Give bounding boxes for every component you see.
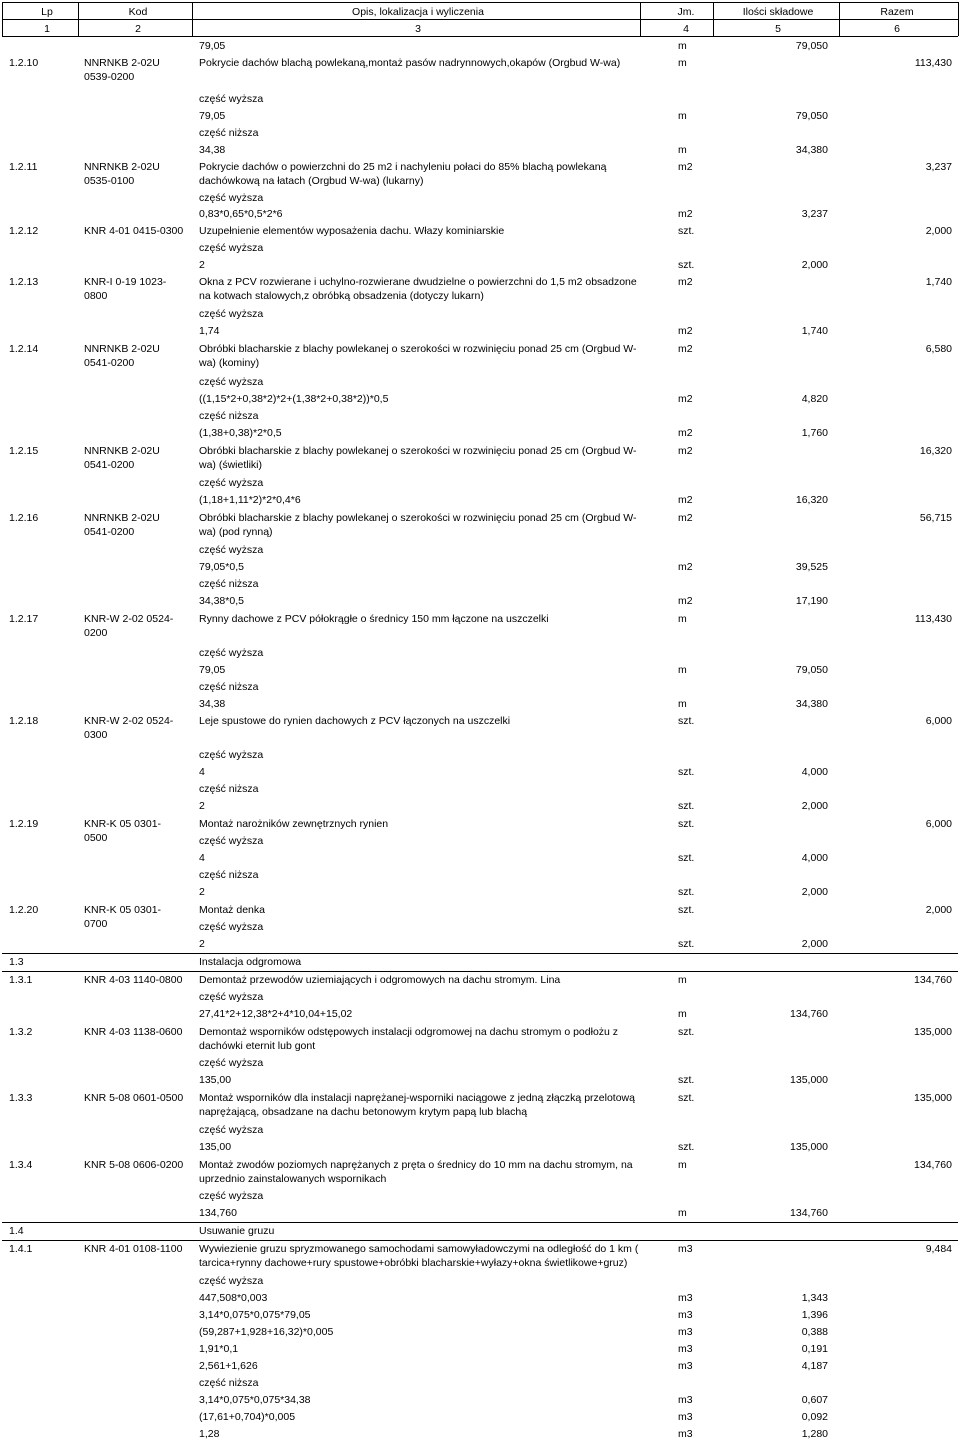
row-calculation: 3,14*0,075*0,075*79,05 [199,1309,311,1321]
row-unit: szt. [678,225,695,237]
col-number-1: 1 [44,23,50,35]
row-calculation: 79,05*0,5 [199,561,244,573]
row-kod: NNRNKB 2-02U 0539-0200 [84,57,160,83]
item-row [2,158,958,189]
item-row [2,1240,958,1272]
row-calculation: 27,41*2+12,38*2+4*10,04+15,02 [199,1008,353,1020]
row-kod: NNRNKB 2-02U 0541-0200 [84,512,160,538]
calc-row [2,1054,958,1071]
col-number-5: 5 [775,23,781,35]
row-calculation: część niższa [199,578,259,590]
row-total: 3,237 [925,161,952,173]
calc-row [2,918,958,935]
row-calculation: 2 [199,800,205,812]
row-lp: 1.4 [9,1225,24,1237]
item-row [2,971,958,988]
row-total: 113,430 [914,613,952,625]
calc-row [2,1272,958,1289]
calc-row [2,1340,958,1357]
row-description: Montaż wsporników dla instalacji naprężanej-wsporniki naciągowe z jedną złączką przelotową naprężającą, obsadzane na dachu betonowym krytym papą lub blachą [199,1092,635,1118]
row-description: Instalacja odgromowa [199,956,302,968]
row-lp: 1.2.12 [9,225,39,237]
row-calculation: część wyższa [199,991,264,1003]
calc-row [2,763,958,780]
calc-row [2,491,958,509]
row-description: Obróbki blacharskie z blachy powlekanej o szerokości w rozwinięciu ponad 25 cm (Orgbud W-wa) (świetliki) [199,445,637,471]
header-opis: Opis, lokalizacja i wyliczenia [352,6,484,18]
row-lp: 1.2.13 [9,276,39,288]
row-component-quantity: 1,760 [801,427,828,439]
row-component-quantity: 1,280 [801,1428,828,1440]
item-row [2,442,958,474]
row-total: 135,000 [914,1026,952,1038]
row-component-quantity: 34,380 [795,698,828,710]
calc-row [2,90,958,107]
calc-row [2,1289,958,1306]
row-description: Uzupełnienie elementów wyposażenia dachu. Włazy kominiarskie [199,225,505,237]
row-unit: m2 [678,427,693,439]
calc-row [2,797,958,815]
row-calculation: część wyższa [199,1190,264,1202]
row-calculation: część wyższa [199,835,264,847]
calc-row [2,780,958,797]
row-unit: m2 [678,595,693,607]
row-calculation: 79,05 [199,110,226,122]
calc-row [2,124,958,141]
row-lp: 1.3.1 [9,974,33,986]
row-lp: 1.4.1 [9,1243,33,1255]
row-unit: szt. [678,715,695,727]
item-row [2,54,958,90]
row-unit: m3 [678,1326,693,1338]
row-calculation: część wyższa [199,192,264,204]
row-calculation: część wyższa [199,647,264,659]
row-calculation: część wyższa [199,749,264,761]
row-total: 6,000 [925,818,952,830]
row-calculation: 2 [199,886,205,898]
row-description: Obróbki blacharskie z blachy powlekanej o szerokości w rozwinięciu ponad 25 cm (Orgbud W-wa) (kominy) [199,343,637,369]
row-lp: 1.2.19 [9,818,39,830]
calc-row [2,256,958,273]
calc-row [2,1323,958,1340]
calc-row [2,322,958,340]
calc-row [2,849,958,866]
calc-row [2,746,958,763]
row-lp: 1.2.10 [9,57,39,69]
row-total: 2,000 [925,904,952,916]
row-calculation: część wyższa [199,544,264,556]
calc-row [2,1204,958,1222]
row-unit: m [678,57,687,69]
col-number-3: 3 [415,23,421,35]
section-row [2,953,958,971]
calc-row [2,661,958,678]
row-calculation: część niższa [199,127,259,139]
row-calculation: 135,00 [199,1074,232,1086]
row-calculation: część wyższa [199,921,264,933]
row-calculation: ((1,15*2+0,38*2)*2+(1,38*2+0,38*2))*0,5 [199,393,389,405]
calc-row [2,474,958,491]
row-description: Wywiezienie gruzu spryzmowanego samochodami samowyładowczymi na odległość do 1 km ( tarcica+rynny dachowe+rury spustowe+obróbki blacharskie+wyłazy+okna świetlikowe+gruz) [199,1243,639,1269]
row-unit: m2 [678,161,693,173]
row-lp: 1.2.15 [9,445,39,457]
row-component-quantity: 79,050 [795,40,828,52]
row-calculation: 134,760 [199,1207,237,1219]
row-component-quantity: 134,760 [790,1207,828,1219]
row-unit: m [678,1008,687,1020]
row-component-quantity: 4,187 [801,1360,828,1372]
row-component-quantity: 1,343 [801,1292,828,1304]
row-unit: szt. [678,1141,695,1153]
row-component-quantity: 1,740 [801,325,828,337]
row-calculation: część niższa [199,410,259,422]
row-kod: KNR 4-03 1138-0600 [84,1026,183,1038]
row-total: 134,760 [914,1159,952,1171]
row-calculation: 79,05 [199,664,226,676]
row-kod: KNR-W 2-02 0524-0200 [84,613,174,639]
calc-row [2,935,958,953]
row-component-quantity: 135,000 [790,1141,828,1153]
calc-row [2,107,958,124]
calc-row [2,832,958,849]
item-row [2,1089,958,1121]
row-lp: 1.3 [9,956,24,968]
row-unit: m [678,698,687,710]
calc-row [2,1306,958,1323]
row-calculation: 34,38 [199,698,226,710]
row-lp: 1.3.3 [9,1092,33,1104]
row-calculation: 2 [199,938,205,950]
header-razem: Razem [880,6,914,18]
calc-row [2,424,958,442]
row-calculation: 4 [199,852,205,864]
calc-row [2,1187,958,1204]
row-unit: m2 [678,494,693,506]
row-description: Usuwanie gruzu [199,1225,275,1237]
grid-horizontal-line [2,19,958,20]
calc-row [2,695,958,712]
row-kod: KNR 4-01 0415-0300 [84,225,184,237]
item-row [2,222,958,239]
row-calculation: 3,14*0,075*0,075*34,38 [199,1394,311,1406]
row-total: 135,000 [914,1092,952,1104]
row-kod: KNR-K 05 0301-0700 [84,904,162,930]
row-calculation: 4 [199,766,205,778]
calc-row [2,1425,958,1442]
section-separator-line [2,1222,958,1223]
row-unit: m3 [678,1411,693,1423]
col-number-2: 2 [135,23,141,35]
row-unit: m [678,974,687,986]
row-unit: szt. [678,818,695,830]
row-kod: KNR 5-08 0601-0500 [84,1092,184,1104]
row-unit: szt. [678,800,695,812]
row-unit: szt. [678,259,695,271]
header-ilosci: Ilości składowe [742,6,814,18]
row-unit: m [678,110,687,122]
calc-row [2,305,958,322]
row-unit: szt. [678,1074,695,1086]
row-calculation: część wyższa [199,308,264,320]
row-calculation: część wyższa [199,1275,264,1287]
row-component-quantity: 2,000 [801,886,828,898]
row-unit: szt. [678,766,695,778]
calc-row [2,988,958,1005]
row-lp: 1.3.2 [9,1026,33,1038]
row-description: Rynny dachowe z PCV półokrągłe o średnicy 150 mm łączone na uszczelki [199,613,549,625]
row-component-quantity: 0,191 [801,1343,828,1355]
row-component-quantity: 2,000 [801,259,828,271]
row-kod: NNRNKB 2-02U 0535-0100 [84,161,160,187]
row-unit: szt. [678,904,695,916]
row-component-quantity: 0,388 [801,1326,828,1338]
row-lp: 1.2.11 [9,161,38,173]
row-unit: m3 [678,1243,693,1255]
header-lp: Lp [41,6,53,18]
row-component-quantity: 135,000 [790,1074,828,1086]
calc-row [2,390,958,407]
row-lp: 1.2.14 [9,343,39,355]
grid-horizontal-line [2,2,958,3]
row-unit: m2 [678,208,693,220]
row-description: Leje spustowe do rynien dachowych z PCV łączonych na uszczelki [199,715,511,727]
row-calculation: część wyższa [199,242,264,254]
row-kod: KNR-K 05 0301-0500 [84,818,162,844]
item-row [2,1156,958,1187]
row-component-quantity: 16,320 [795,494,828,506]
calc-row [2,1391,958,1408]
row-component-quantity: 134,760 [790,1008,828,1020]
calc-row [2,1121,958,1138]
row-unit: m [678,664,687,676]
item-row [2,712,958,746]
row-calculation: część wyższa [199,1124,264,1136]
grid-vertical-line [958,2,959,36]
section-separator-line [2,1240,958,1241]
table-header [2,2,958,19]
header-kod: Kod [128,6,148,18]
calc-row [2,541,958,558]
row-unit: m2 [678,512,693,524]
row-component-quantity: 0,607 [801,1394,828,1406]
row-description: Montaż denka [199,904,265,916]
row-calculation: część wyższa [199,93,264,105]
row-unit: m2 [678,393,693,405]
calc-row [2,37,958,54]
row-calculation: 2 [199,259,205,271]
row-lp: 1.2.20 [9,904,39,916]
calc-row [2,205,958,222]
calc-row [2,407,958,424]
row-calculation: część wyższa [199,1057,264,1069]
col-number-4: 4 [683,23,689,35]
row-unit: m3 [678,1428,693,1440]
item-row [2,340,958,373]
row-lp: 1.3.4 [9,1159,33,1171]
item-row [2,273,958,305]
row-calculation: część niższa [199,869,259,881]
calc-row [2,1138,958,1156]
row-component-quantity: 4,000 [801,766,828,778]
row-description: Demontaż przewodów uziemiających i odgromowych na dachu stromym. Lina [199,974,561,986]
row-component-quantity: 3,237 [801,208,828,220]
calc-row [2,575,958,592]
calc-row [2,1005,958,1023]
header-jm: Jm. [677,6,695,18]
column-number-row [2,19,958,36]
row-calculation: (1,38+0,38)*2*0,5 [199,427,282,439]
row-calculation: 0,83*0,65*0,5*2*6 [199,208,283,220]
row-unit: szt. [678,1092,695,1104]
row-kod: KNR-I 0-19 1023-0800 [84,276,167,302]
row-calculation: 447,508*0,003 [199,1292,268,1304]
grid-horizontal-line [2,36,958,37]
row-lp: 1.2.18 [9,715,39,727]
row-calculation: 34,38*0,5 [199,595,244,607]
item-row [2,1023,958,1054]
row-total: 6,000 [925,715,952,727]
calc-row [2,239,958,256]
row-calculation: część niższa [199,1377,259,1389]
calc-row [2,1357,958,1374]
item-row [2,610,958,644]
row-unit: m [678,1207,687,1219]
section-separator-line [2,953,958,954]
row-calculation: 1,28 [199,1428,220,1440]
calc-row [2,189,958,205]
row-component-quantity: 0,092 [801,1411,828,1423]
row-total: 134,760 [914,974,952,986]
row-total: 56,715 [919,512,952,524]
row-unit: m3 [678,1360,693,1372]
row-total: 113,430 [914,57,952,69]
row-description: Montaż narożników zewnętrznych rynien [199,818,389,830]
row-component-quantity: 79,050 [795,664,828,676]
row-total: 2,000 [925,225,952,237]
row-unit: m2 [678,343,693,355]
row-component-quantity: 34,380 [795,144,828,156]
row-calculation: (1,18+1,11*2)*2*0,4*6 [199,494,301,506]
row-component-quantity: 79,050 [795,110,828,122]
row-unit: m3 [678,1309,693,1321]
row-description: Obróbki blacharskie z blachy powlekanej o szerokości w rozwinięciu ponad 25 cm (Orgbud W-wa) (pod rynną) [199,512,637,538]
row-lp: 1.2.16 [9,512,39,524]
row-component-quantity: 39,525 [795,561,828,573]
row-unit: m [678,40,687,52]
row-kod: KNR 5-08 0606-0200 [84,1159,184,1171]
section-separator-line [2,971,958,972]
calc-row [2,141,958,158]
row-calculation: (17,61+0,704)*0,005 [199,1411,296,1423]
calc-row [2,678,958,695]
calc-row [2,1408,958,1425]
row-lp: 1.2.17 [9,613,39,625]
row-calculation: 1,74 [199,325,220,337]
row-component-quantity: 17,190 [795,595,828,607]
row-calculation: część wyższa [199,477,264,489]
row-calculation: część niższa [199,783,259,795]
calc-row [2,883,958,901]
row-unit: m2 [678,276,693,288]
row-calculation: część niższa [199,681,259,693]
row-description: Montaż zwodów poziomych naprężanych z pręta o średnicy do 10 mm na dachu stromym, na uprzednio zainstalowanych wspornikach [199,1159,633,1185]
row-unit: m2 [678,445,693,457]
row-unit: m3 [678,1292,693,1304]
row-kod: NNRNKB 2-02U 0541-0200 [84,343,160,369]
row-unit: szt. [678,886,695,898]
section-row [2,1222,958,1240]
row-unit: szt. [678,852,695,864]
row-unit: m3 [678,1394,693,1406]
calc-row [2,592,958,610]
item-row [2,509,958,541]
calc-row [2,1071,958,1089]
row-kod: NNRNKB 2-02U 0541-0200 [84,445,160,471]
row-calculation: 1,91*0,1 [199,1343,239,1355]
col-number-6: 6 [894,23,900,35]
row-calculation: 135,00 [199,1141,232,1153]
calc-row [2,373,958,390]
row-unit: m3 [678,1343,693,1355]
row-calculation: (59,287+1,928+16,32)*0,005 [199,1326,334,1338]
row-calculation: 79,05 [199,40,226,52]
calc-row [2,644,958,661]
row-calculation: część wyższa [199,376,264,388]
row-kod: KNR 4-03 1140-0800 [84,974,183,986]
row-calculation: 34,38 [199,144,226,156]
calc-row [2,1374,958,1391]
row-total: 6,580 [925,343,952,355]
row-total: 16,320 [919,445,952,457]
row-unit: m [678,144,687,156]
row-description: Okna z PCV rozwierane i uchylno-rozwierane dwudzielne o powierzchni do 1,5 m2 obsadzone na kotwach stalowych,z obróbką obsadzenia (dotyczy lukarn) [199,276,637,302]
row-component-quantity: 4,000 [801,852,828,864]
row-component-quantity: 2,000 [801,800,828,812]
row-description: Pokrycie dachów o powierzchni do 25 m2 i nachyleniu połaci do 85% blachą powlekaną dachówkową na łatach (Orgbud W-wa) (lukarny) [199,161,607,187]
row-kod: KNR 4-01 0108-1100 [84,1243,183,1255]
row-total: 9,484 [925,1243,952,1255]
row-total: 1,740 [925,276,952,288]
calc-row [2,866,958,883]
row-component-quantity: 4,820 [801,393,828,405]
row-unit: szt. [678,1026,695,1038]
row-component-quantity: 2,000 [801,938,828,950]
row-component-quantity: 1,396 [801,1309,828,1321]
row-calculation: 2,561+1,626 [199,1360,258,1372]
row-unit: m2 [678,325,693,337]
row-description: Pokrycie dachów blachą powlekaną,montaż pasów nadrynnowych,okapów (Orgbud W-wa) [199,57,621,69]
row-unit: m [678,1159,687,1171]
row-kod: KNR-W 2-02 0524-0300 [84,715,174,741]
row-unit: m [678,613,687,625]
row-description: Demontaż wsporników odstępowych instalacji odgromowej na dachu stromym o podłożu z dachówki eternit lub gont [199,1026,619,1052]
calc-row [2,558,958,575]
row-unit: m2 [678,561,693,573]
row-unit: szt. [678,938,695,950]
